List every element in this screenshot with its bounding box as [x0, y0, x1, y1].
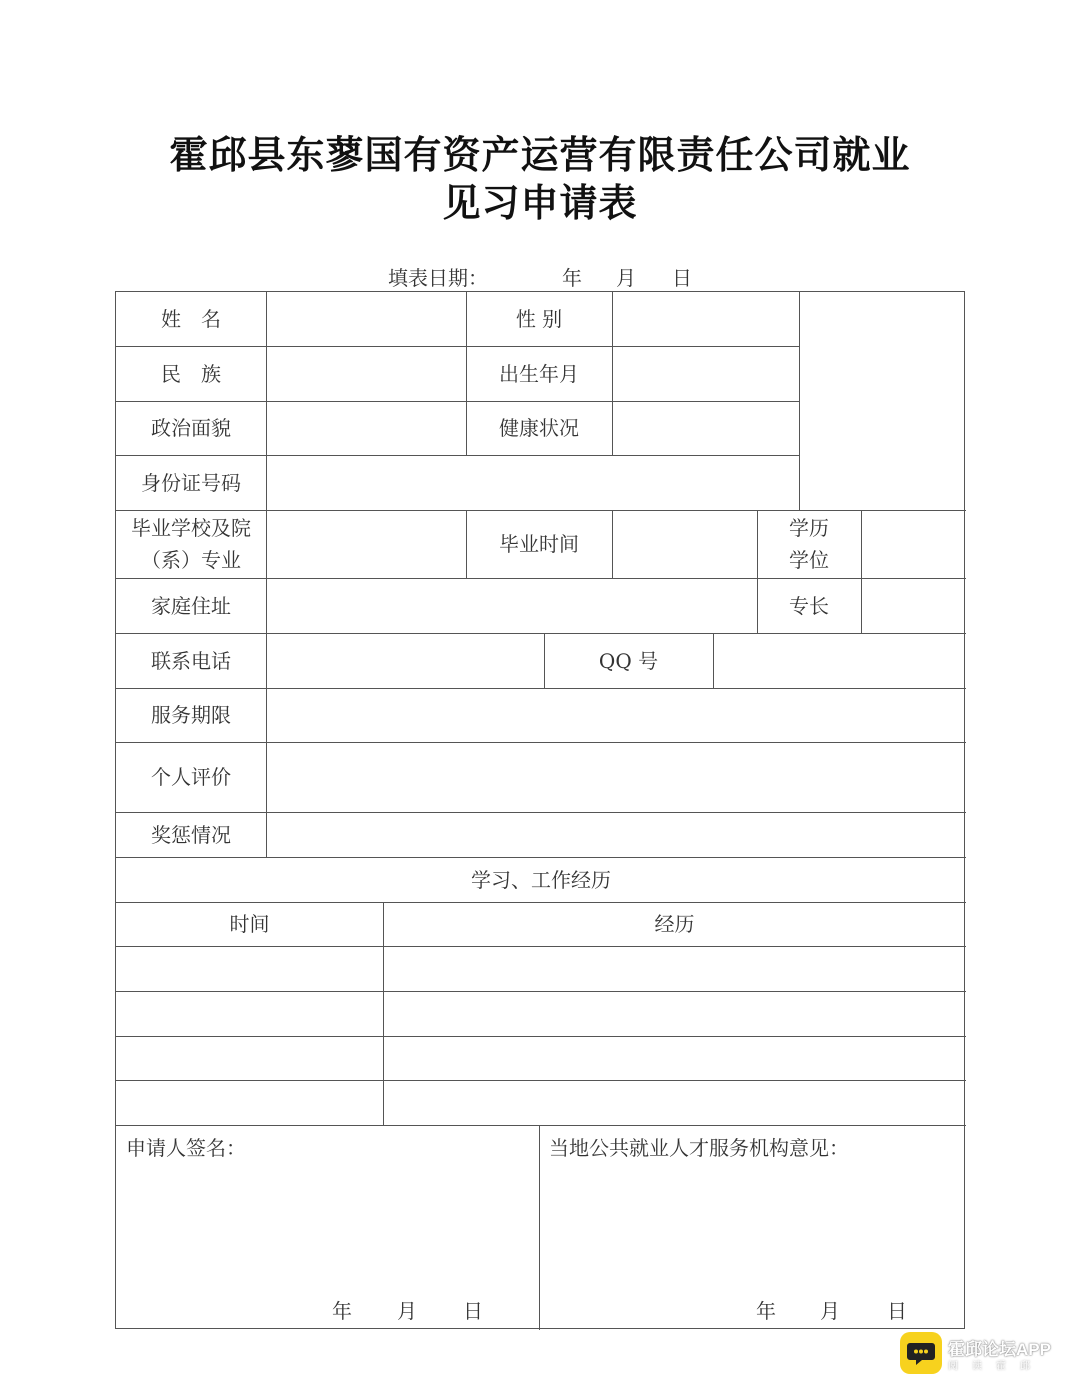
address-field[interactable]: [267, 578, 757, 633]
agency-sign-year: 年: [756, 1299, 776, 1323]
ethnicity-field[interactable]: [267, 346, 466, 401]
history-time-cell[interactable]: [116, 946, 383, 991]
rewards-field[interactable]: [267, 812, 966, 857]
birth-field[interactable]: [613, 346, 799, 401]
history-experience-cell[interactable]: [384, 991, 966, 1036]
label-school-line2: （系）专业: [141, 548, 241, 572]
label-id-number: 身份证号码: [141, 470, 241, 495]
label-school: [116, 510, 266, 578]
form-title-line2: 见习申请表: [442, 180, 638, 225]
applicant-sign-year: 年: [332, 1299, 352, 1323]
gender-field[interactable]: [613, 292, 799, 346]
applicant-sign-month: 月: [397, 1299, 417, 1323]
label-grad-time: 毕业时间: [499, 532, 579, 556]
label-degree: [757, 510, 861, 578]
history-col-experience: 经历: [654, 912, 695, 936]
specialty-field[interactable]: [862, 578, 966, 633]
history-experience-cell[interactable]: [384, 1036, 966, 1080]
history-time-cell[interactable]: [116, 1036, 383, 1080]
phone-field[interactable]: [267, 633, 544, 688]
agency-opinion-label: 当地公共就业人才服务机构意见：: [549, 1136, 849, 1160]
id-number-field[interactable]: [267, 455, 799, 510]
applicant-sign-day: 日: [463, 1299, 483, 1323]
self-eval-field[interactable]: [267, 742, 966, 812]
label-self-eval: 个人评价: [151, 765, 231, 789]
label-qq: QQ 号: [598, 648, 659, 673]
label-political: 政治面貌: [151, 416, 231, 440]
agency-sign-month: 月: [820, 1299, 840, 1323]
history-experience-cell[interactable]: [384, 1080, 966, 1125]
application-form-table: [115, 291, 965, 1329]
name-field[interactable]: [267, 292, 466, 346]
history-experience-cell[interactable]: [384, 946, 966, 991]
photo-area[interactable]: [800, 292, 966, 510]
fill-date-year: 年: [562, 266, 582, 290]
health-field[interactable]: [613, 401, 799, 455]
qq-field[interactable]: [714, 633, 966, 688]
label-service-period: 服务期限: [151, 703, 231, 727]
label-birth: 出生年月: [499, 361, 579, 386]
fill-date-day: 日: [672, 266, 692, 290]
degree-field[interactable]: [862, 510, 966, 578]
school-field[interactable]: [267, 510, 466, 578]
label-specialty: 专长: [789, 593, 829, 618]
political-field[interactable]: [267, 401, 466, 455]
history-time-cell[interactable]: [116, 1080, 383, 1125]
app-logo-icon: [900, 1332, 942, 1374]
label-address: 家庭住址: [151, 593, 231, 618]
label-gender: 性 别: [515, 307, 563, 331]
grad-time-field[interactable]: [613, 510, 757, 578]
history-time-cell[interactable]: [116, 991, 383, 1036]
label-degree-line2: 学位: [789, 548, 829, 572]
label-health: 健康状况: [499, 416, 579, 440]
label-rewards: 奖惩情况: [151, 822, 231, 847]
label-degree-line1: 学历: [789, 516, 829, 540]
label-school-line1: 毕业学校及院: [131, 516, 251, 540]
label-ethnicity: 民 族: [161, 361, 221, 386]
watermark-app-name: 霍邱论坛APP: [948, 1340, 1051, 1359]
label-phone: 联系电话: [151, 648, 231, 673]
service-period-field[interactable]: [267, 688, 966, 742]
watermark-tagline: 阅读霍邱: [948, 1361, 1044, 1372]
label-name: 姓 名: [161, 307, 221, 331]
form-title-line1: 霍邱县东蓼国有资产运营有限责任公司就业: [169, 132, 911, 177]
applicant-signature-label: 申请人签名：: [126, 1136, 246, 1160]
fill-date-month: 月: [616, 266, 636, 290]
agency-sign-day: 日: [887, 1299, 907, 1323]
history-section-title: 学习、工作经历: [471, 867, 611, 892]
history-col-time: 时间: [229, 912, 270, 936]
fill-date-label: 填表日期：: [388, 266, 488, 290]
